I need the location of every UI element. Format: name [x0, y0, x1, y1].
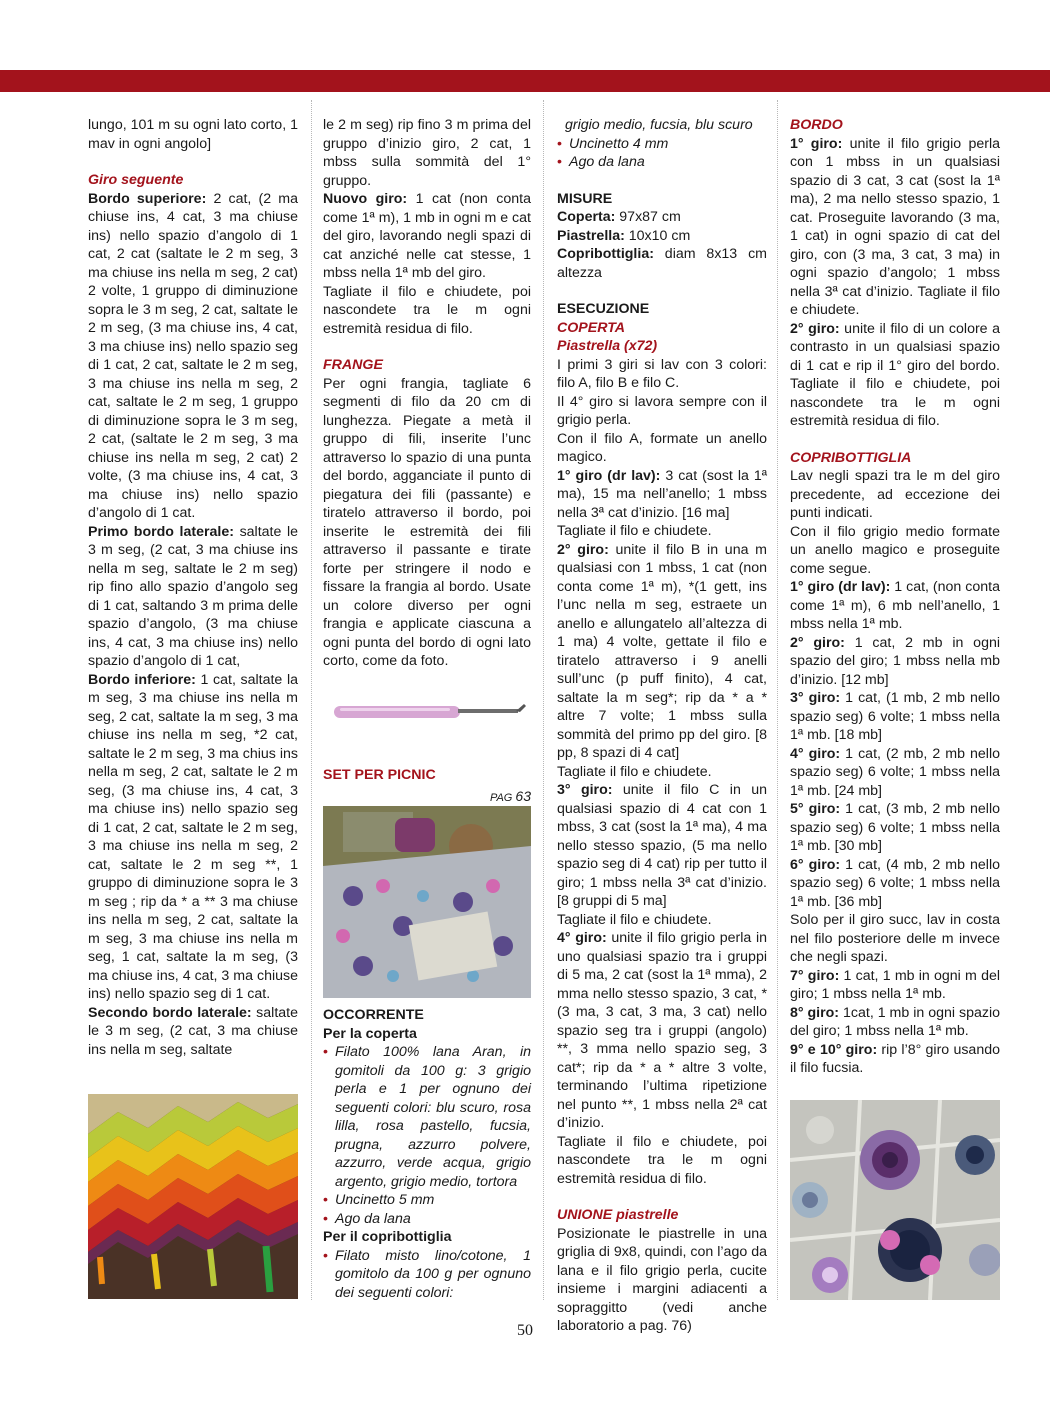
- materials-list: [557, 135, 767, 172]
- paragraph: Tagliate il filo e chiudete, poi nascondete tra le m ogni estremità residua di filo.: [557, 1133, 767, 1187]
- step-text: 1 cat (non conta come 1ª m), 1 mb in ogni m e cat del giro, lavorando negli spazi di cat anziché nelle cat stesse, 1 mbss nella 1ª mb del giro.: [323, 191, 531, 281]
- paragraph: [790, 800, 1000, 856]
- measure-label: Copribottiglia:: [557, 246, 654, 262]
- paragraph: Solo per il giro succ, lav in costa nel filo posteriore delle m invece che negli spazi.: [790, 912, 1000, 965]
- sub-heading: Per il copribottiglia: [323, 1229, 452, 1245]
- paragraph: [790, 967, 1000, 1004]
- column-divider: [543, 100, 544, 1300]
- step-text: 1 cat, (non conta come 1ª m), 6 mb nell’anello, 1 mbss nella 1ª mb.: [790, 579, 1000, 632]
- page-reference-number: 63: [515, 787, 531, 804]
- section-heading: MISURE: [557, 190, 613, 207]
- measure-line: [557, 227, 767, 246]
- measure-value: diam 8x13 cm altezza: [557, 246, 767, 281]
- step-text: unite il filo grigio perla con 1 mbss in un qualsiasi spazio di 3 cat, 3 cat (sost la 1ª ma), 2 ma nello stesso spazio, 1 cat. Proseguite lavorando (3 ma, 1 cat) in ogni spazio di cat del giro, con (3 ma, 3 cat, 3 ma) in ogni spazio d’angolo; 1 mbss nella 3ª cat d’inizio. Tagliate il filo e chiudete.: [790, 135, 1000, 318]
- paragraph: Per ogni frangia, tagliate 6 segmenti di filo da 20 cm di lunghezza. Piegate a metà il gruppo di fili, inserite l’unc attraverso lo spazio di una punta del bordo, agganciate il punto di piegatura dei fili (passante) e tiratelo attraverso il bordo, poi inserite le estremità dei fili attraverso il passante e tirate forte per stringere il nodo e fissare la frangia al bordo. Usate un colore diverso per ogni frangia e applicate ciascuna a ogni punta del bordo di ogni lato corto, come da foto.: [323, 375, 531, 669]
- page-reference: [323, 787, 531, 808]
- paragraph: Tagliate il filo e chiudete.: [557, 763, 712, 780]
- blanket-photo: [88, 1094, 298, 1299]
- paragraph: Posizionate le piastrelle in una griglia di 9x8, quindi, con l’ago da lana e il filo grigio perla, cucite insieme i margini adiacenti a sopraggitto (vedi anche laboratorio a pag. 76): [557, 1225, 767, 1334]
- list-item: • Ago da lana: [323, 1210, 531, 1229]
- paragraph: [790, 578, 1000, 634]
- measure-line: [557, 245, 767, 282]
- column-4: [790, 116, 1000, 1078]
- column-divider: [777, 100, 778, 1300]
- header-bar: [0, 70, 1050, 92]
- step-text: unite il filo C in un qualsiasi spazio di 4 cat con 1 mbss, 3 cat (sost la 1ª ma), 4 ma nello stesso spazio, (5 ma nello spazio seg di 4 cat) rip per tutto il giro; 1 mbss nella 3ª cat d’inizio. [8 gruppi di 5 ma]: [557, 782, 767, 909]
- step-text: 1 cat, 2 mb in ogni spazio del giro; 1 mbss nella mb d’inizio. [12 mb]: [790, 634, 1001, 688]
- paragraph: lungo, 101 m su ogni lato corto, 1 mav in ogni angolo]: [88, 117, 298, 152]
- section-heading: UNIONE piastrelle: [557, 1207, 679, 1223]
- step-text: rip l’8° giro usando il filo fucsia.: [790, 1041, 1000, 1076]
- paragraph: Il 4° giro si lavora sempre con il grigio perla.: [557, 393, 767, 428]
- step-label: 7° giro:: [790, 967, 840, 984]
- step-text: 1 cat, 1 mb in ogni m del giro; 1 mbss nella 1ª mb.: [790, 967, 1001, 1002]
- step-label: 1° giro (dr lav):: [557, 467, 661, 484]
- measure-value: 97x87 cm: [615, 209, 681, 225]
- paragraph: [557, 929, 767, 1133]
- step-label: 2° giro:: [790, 634, 845, 651]
- step-label: 2° giro:: [557, 541, 609, 558]
- step-label: 1° giro (dr lav):: [790, 579, 891, 595]
- paragraph: grigio medio, fucsia, blu scuro: [565, 117, 753, 133]
- materials-list: [323, 1043, 531, 1228]
- paragraph: Con il filo grigio medio formate un anello magico e proseguite come segue.: [790, 523, 1000, 577]
- column-3: [557, 116, 767, 1336]
- section-heading: ESECUZIONE: [557, 301, 650, 317]
- column-2: [323, 116, 531, 671]
- sub-heading: Per la coperta: [323, 1025, 417, 1042]
- section-heading: Giro seguente: [88, 172, 184, 188]
- list-item: • Uncinetto 4 mm: [557, 135, 767, 154]
- step-label: 1° giro:: [790, 135, 843, 152]
- paragraph: [790, 745, 1000, 801]
- paragraph: [88, 671, 298, 1004]
- section-heading: SET PER PICNIC: [323, 767, 436, 783]
- paragraph: [790, 689, 1000, 745]
- paragraph: [790, 634, 1000, 690]
- step-text: 1 cat, (2 mb, 2 mb nello spazio seg) 6 volte; 1 mbss nella 1ª mb. [24 mb]: [790, 745, 1000, 799]
- step-text: unite il filo di un colore a contrasto in un qualsiasi spazio di 1 cat e rip il 1° giro del bordo. Tagliate il filo e chiudete, poi nascondete tra le m ogni estremità residua di filo.: [790, 320, 1001, 429]
- paragraph: [88, 190, 298, 523]
- paragraph: [557, 467, 767, 523]
- step-label: Bordo inferiore:: [88, 671, 196, 688]
- step-label: 2° giro:: [790, 320, 840, 337]
- list-item: • Filato 100% lana Aran, in gomitoli da 100 g: 3 grigio perla e 1 per ognuno dei seguenti colori: blu scuro, rosa lilla, rosa pastello, fucsia, prugna, azzurro polvere, azzurro, verde acqua, grigio argento, grigio medio, tortora: [323, 1043, 531, 1191]
- step-label: Bordo superiore:: [88, 190, 207, 207]
- step-label: 4° giro:: [557, 930, 607, 946]
- section-heading: BORDO: [790, 117, 843, 133]
- page-number: 50: [517, 1322, 533, 1339]
- list-item: • Ago da lana: [557, 153, 767, 172]
- section-heading: COPERTA: [557, 319, 626, 336]
- section-heading: COPRIBOTTIGLIA: [790, 449, 912, 466]
- paragraph: [790, 1004, 1000, 1041]
- section-heading: FRANGE: [323, 357, 383, 373]
- paragraph: [88, 523, 298, 671]
- step-text: unite il filo grigio perla in uno qualsiasi spazio tra i gruppi di 5 ma, 2 cat (sost la 1ª mma), 2 mma nello stesso spazio, 3 cat, *(3 ma, 3 cat, 3 ma, 3 cat) nello spazio seg tra i gruppi (angolo) **, 3 mma nello spazio seg, 3 cat*; rip da * a * altre 3 volte, terminando l’ultima ripetizione nel punto **, 1 mbss nella 2ª cat d’inizio.: [557, 930, 767, 1131]
- paragraph: Lav negli spazi tra le m del giro precedente, ad eccezione dei punti indicati.: [790, 468, 1000, 521]
- step-text: 1 cat, saltate la m seg, 3 ma chiuse ins nella m seg, 2 cat, saltate la m seg, 3 ma chiuse ins nella m seg, *2 cat, saltate le 2 m seg, 3 ma chius ins nella m seg, 2 cat, saltate le 2 m seg, (3 ma chiuse ins, 4 cat, 3 ma chiuse ins) nello spazio seg di 1 cat, 2 cat, saltate le 2 m seg, 3 ma chiuse ins nella m seg, 2 cat, saltate le 2 m seg **, 1 gruppo di diminuzione sopra le 3 m seg ; rip da * a ** 3 ma chiuse ins nella m seg, 2 cat, saltate la m seg, 3 ma chiuse ins nella m seg, 1 cat, saltate la m seg, (3 ma chiuse ins, 4 cat, 3 ma chiuse ins) nello spazio seg di 1 cat.: [88, 671, 298, 1002]
- list-item: • Filato misto lino/cotone, 1 gomitolo da 100 g per ognuno dei seguenti colori:: [323, 1247, 531, 1303]
- step-label: 4° giro:: [790, 745, 841, 762]
- step-label: Primo bordo laterale:: [88, 523, 234, 540]
- paragraph: [557, 781, 767, 911]
- paragraph: Tagliate il filo e chiudete, poi nascondete tra le m ogni estremità residua di filo.: [323, 283, 531, 337]
- step-text: unite il filo B in una m qualsiasi con 1 mbss, 1 cat (non conta come 1ª m), *(1 gett, ins l’unc nella m seg, estraete un anello e allungatelo all’altezza di 1 ma) 4 volte, gettate il filo e tiratelo attraverso i 9 anelli sull’unc (p puff finito), 4 cat, saltate la m seg*; rip da * a * altre 7 volte; 1 mbss sulla sommità del primo pp del giro. [8 pp, 8 spazi di 4 cat]: [557, 541, 768, 761]
- crochet-hook-image: [330, 698, 530, 724]
- sub-heading: Piastrella (x72): [557, 338, 658, 354]
- paragraph: [790, 856, 1000, 912]
- step-text: saltate le 3 m seg, (2 cat, 3 ma chiuse ins nella m seg, saltate: [88, 1004, 298, 1058]
- step-label: 9° e 10° giro:: [790, 1041, 878, 1058]
- paragraph: [790, 135, 1000, 320]
- step-label: 8° giro:: [790, 1004, 840, 1021]
- step-label: Nuovo giro:: [323, 191, 408, 207]
- materials-section: [323, 1006, 531, 1302]
- paragraph: Tagliate il filo e chiudete.: [557, 911, 712, 928]
- paragraph: [557, 541, 767, 763]
- paragraph: Tagliate il filo e chiudete.: [557, 523, 712, 539]
- step-text: 1 cat, (4 mb, 2 mb nello spazio seg) 6 volte; 1 mbss nella 1ª mb. [36 mb]: [790, 856, 1000, 910]
- column-1: [88, 116, 298, 1059]
- step-text: 1 cat, (1 mb, 2 mb nello spazio seg) 6 volte; 1 mbss nella 1ª mb. [18 mb]: [790, 690, 1000, 743]
- measure-value: 10x10 cm: [624, 227, 691, 244]
- measure-label: Piastrella:: [557, 227, 625, 244]
- materials-list: [323, 1247, 531, 1303]
- step-text: 1cat, 1 mb in ogni spazio del giro; 1 mbss nella 1ª mb.: [790, 1004, 1000, 1039]
- step-text: 2 cat, (2 ma chiuse ins, 4 cat, 3 ma chiuse ins) nello spazio d’angolo di 1 cat, 2 cat (saltate le 2 m seg, 3 ma chiuse ins nella m seg, 2 cat) 2 volte, 1 gruppo di diminuzione sopra le 3 m seg, 2 cat, saltate le 2 m seg, (3 ma chiuse ins, 4 cat, 3 ma chiuse ins) nello spazio seg di 1 cat, 2 cat, saltate le 2 m seg, 3 ma chiuse ins nella m seg, 2 cat, saltate le 2 m seg, 1 gruppo di diminuzione sopra le 3 m seg, 2 cat, (saltate le 2 m seg, 3 ma chiuse ins nella m seg, 2 cat) 2 volte, (3 ma chiuse ins, 4 cat, 3 ma chiuse ins) nello spazio d’angolo di 1 cat.: [88, 190, 298, 521]
- picnic-photo: [323, 806, 531, 998]
- paragraph: [790, 320, 1000, 431]
- list-item: • Uncinetto 5 mm: [323, 1191, 531, 1210]
- page-reference-label: PAG: [489, 791, 513, 804]
- paragraph: le 2 m seg) rip fino 3 m prima del gruppo d’inizio giro, 2 cat, 1 mbss sulla sommità del 1° gruppo.: [323, 117, 531, 189]
- step-label: Secondo bordo laterale:: [88, 1004, 252, 1021]
- measure-line: [557, 208, 767, 227]
- step-label: 3° giro:: [557, 782, 613, 798]
- step-label: 3° giro:: [790, 690, 841, 706]
- section-heading: OCCORRENTE: [323, 1007, 424, 1023]
- step-label: 6° giro:: [790, 856, 841, 873]
- paragraph: [790, 1041, 1000, 1078]
- step-label: 5° giro:: [790, 801, 841, 817]
- measure-label: Coperta:: [557, 209, 616, 225]
- picnic-set-header: [323, 766, 531, 807]
- paragraph: I primi 3 giri si lav con 3 colori: filo A, filo B e filo C.: [557, 356, 767, 391]
- paragraph: [323, 190, 531, 283]
- step-text: 1 cat, (3 mb, 2 mb nello spazio seg) 6 volte; 1 mbss nella 1ª mb. [30 mb]: [790, 801, 1000, 854]
- step-text: saltate le 3 m seg, (2 cat, 3 ma chiuse ins nella m seg, saltate le 2 m seg) rip fino allo spazio d’angolo seg di 1 cat, saltando 3 m prima delle spazio d’angolo, (3 ma chiuse ins, 4 cat, 3 ma chiuse ins) nello spazio d’angolo di 1 cat,: [88, 523, 298, 669]
- paragraph: Con il filo A, formate un anello magico.: [557, 430, 767, 465]
- granny-square-photo: [790, 1100, 1000, 1300]
- paragraph: [88, 1004, 298, 1060]
- step-text: 3 cat (sost la 1ª ma), 15 ma nell’anello; 1 mbss nella 3ª cat d’inizio. [16 ma]: [557, 467, 767, 521]
- column-divider: [311, 100, 312, 1300]
